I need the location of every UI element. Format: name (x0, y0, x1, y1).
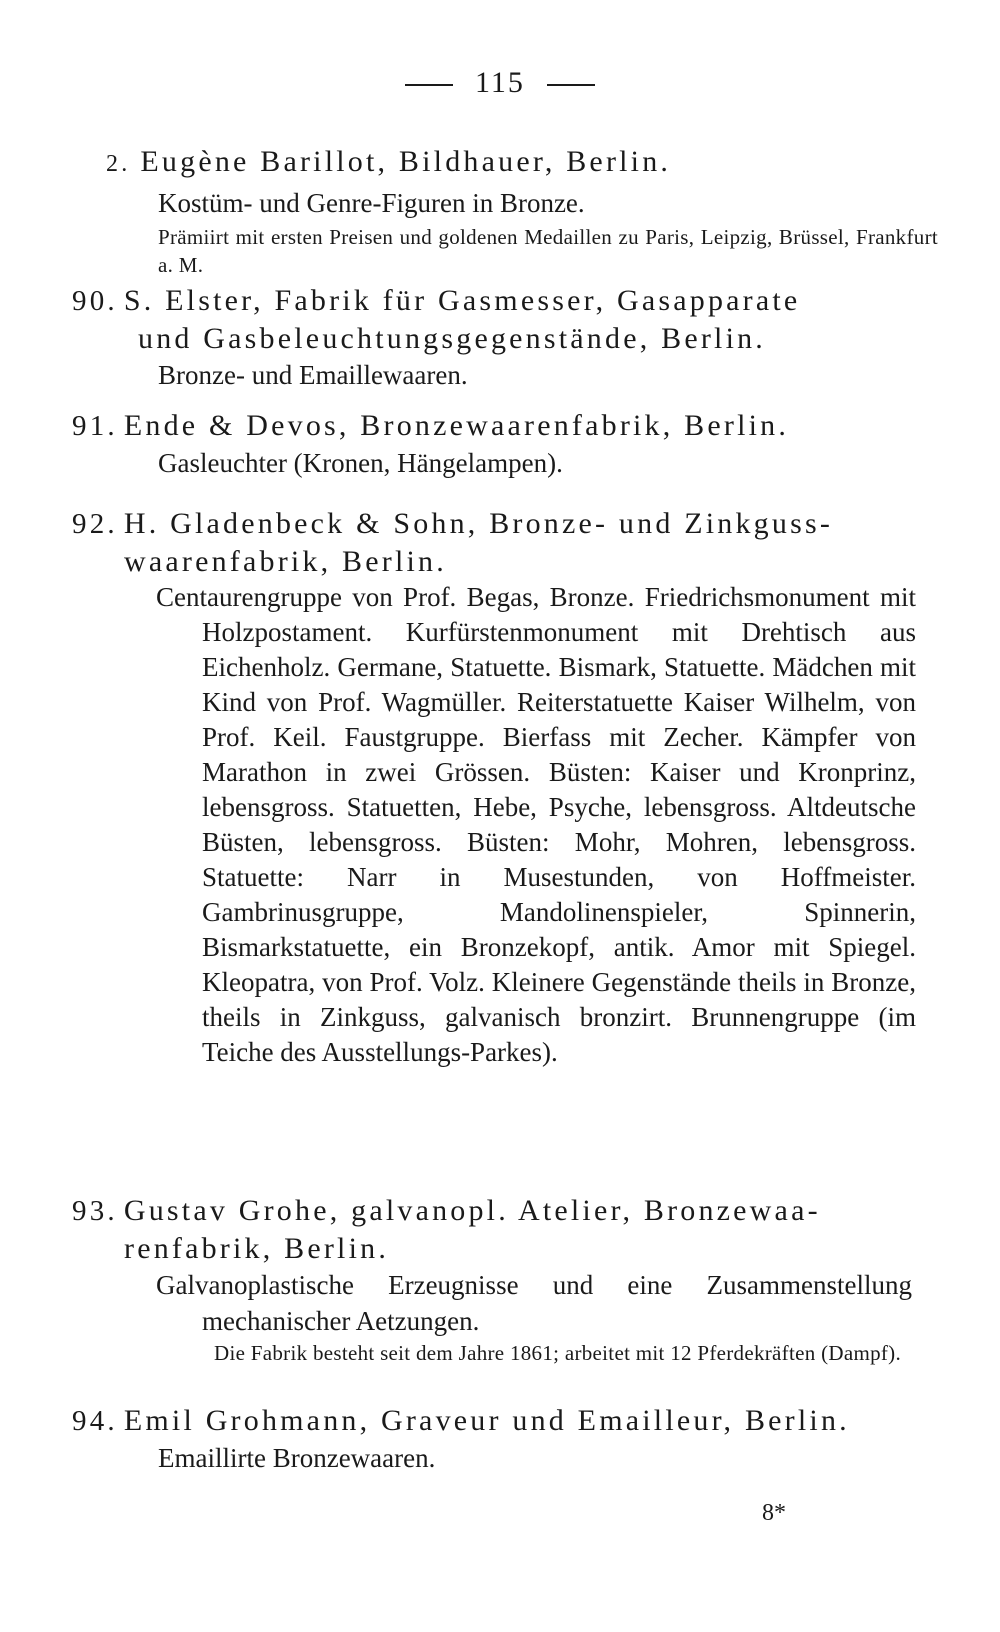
firm-name-continued: renfabrik, Berlin. (124, 1232, 390, 1265)
entry-note-text: Prämiirt mit ersten Preisen und goldenen Medaillen zu Paris, Leipzig, Brüssel, Frankfurt a. M. (158, 225, 938, 277)
entry-note (72, 1339, 938, 1367)
catalog-entry (72, 1192, 932, 1367)
entry-number: 91. (72, 410, 118, 442)
entry-heading (72, 407, 932, 445)
entry-number: 94. (72, 1405, 118, 1437)
firm-name: Ende & Devos, Bronzewaarenfabrik, Berlin. (123, 409, 790, 442)
firm-name: Gustav Grohe, galvanopl. Atelier, Bronzewaa- (123, 1194, 821, 1227)
catalog-entry (72, 143, 938, 279)
entry-description: Galvanoplastische Erzeugnisse und eine Zusammenstellung mechanischer Aetzungen. (156, 1270, 912, 1336)
firm-name: H. Gladenbeck & Sohn, Bronze- und Zinkguss- (123, 507, 834, 540)
entry-description: Bronze- und Emaillewaaren. (158, 360, 468, 390)
catalog-entry (72, 505, 932, 1070)
entry-heading (72, 1192, 932, 1230)
catalog-entry (72, 282, 932, 393)
entry-heading (72, 1402, 932, 1440)
entry-heading (72, 282, 932, 320)
entry-number: 93. (72, 1195, 118, 1227)
firm-name-continued: waarenfabrik, Berlin. (124, 545, 447, 578)
entry-note (72, 223, 938, 279)
firm-name: S. Elster, Fabrik für Gasmesser, Gasapparate (123, 284, 801, 317)
entry-description: Centaurengruppe von Prof. Begas, Bronze. Friedrichsmonument mit Holzpostament. Kurfürstenmonument mit Drehtisch aus Eichenholz. Germane, Statuette. Bismark, Statuette. Mädchen mit Kind von Prof. Wagmüller. Reiterstatuette Kaiser Wilhelm, von Prof. Keil. Faustgruppe. Bierfass mit Zecher. Kämpfer von Marathon in zwei Grössen. Büsten: Kaiser und Kronprinz, lebensgross. Statuetten, Hebe, Psyche, lebensgross. Altdeutsche Büsten, lebensgross. Büsten: Mohr, Mohren, lebensgross. Statuette: Narr in Musestunden, von Hoffmeister. Gambrinusgruppe, Mandolinenspieler, Spinnerin, Bismarkstatuette, ein Bronzekopf, antik. Amor mit Spiegel. Kleopatra, von Prof. Volz. Kleinere Gegenstände theils in Bronze, theils in Zinkguss, galvanisch bronzirt. Brunnengruppe (im Teiche des Ausstellungs-Parkes). (156, 582, 916, 1067)
entry-description: Emaillirte Bronzewaaren. (158, 1443, 436, 1473)
entry-description: Kostüm- und Genre-Figuren in Bronze. (158, 188, 585, 218)
signature-mark: 8* (762, 1500, 786, 1526)
catalog-entry (72, 407, 932, 481)
page-header (0, 66, 1000, 100)
entry-heading (72, 505, 932, 543)
firm-name: Emil Grohmann, Graveur und Emailleur, Berlin. (123, 1404, 850, 1437)
entry-number: 90. (72, 285, 118, 317)
entry-heading (72, 143, 932, 183)
header-dash-right (547, 84, 595, 86)
header-dash-left (405, 84, 453, 86)
firm-name-continued: und Gasbeleuchtungsgegenstände, Berlin. (138, 322, 767, 355)
firm-name: Eugène Barillot, Bildhauer, Berlin. (140, 145, 672, 178)
entry-number: 2. (106, 151, 131, 177)
entry-number: 92. (72, 508, 118, 540)
page-number: 115 (475, 66, 525, 99)
entry-description: Gasleuchter (Kronen, Hängelampen). (158, 448, 563, 478)
entry-note-text: Die Fabrik besteht seit dem Jahre 1861; arbeitet mit 12 Pferdekräften (Dampf). (214, 1341, 902, 1365)
catalog-entry (72, 1402, 932, 1476)
